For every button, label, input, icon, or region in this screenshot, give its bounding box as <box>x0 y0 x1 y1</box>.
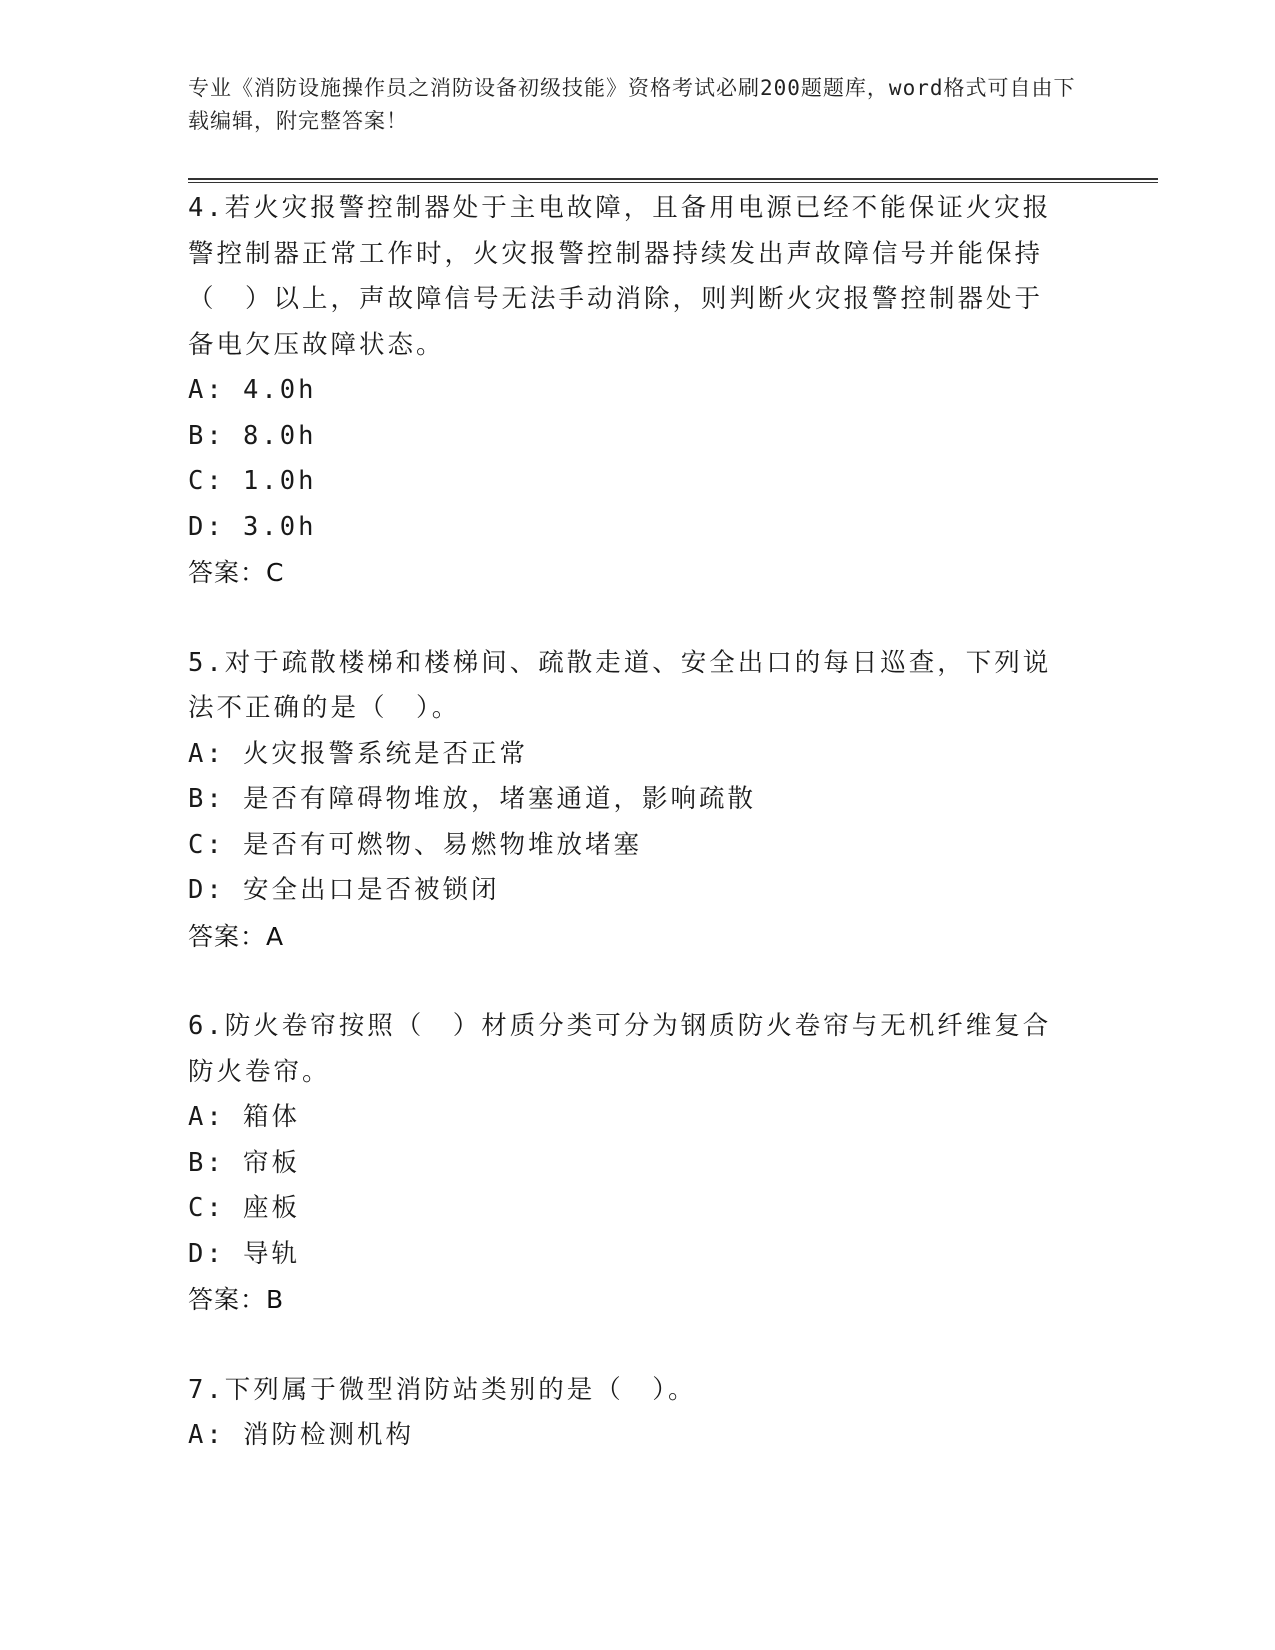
option-d: D: 导轨 <box>188 1238 301 1269</box>
option-b: B: 8.0h <box>188 420 317 451</box>
question-list <box>188 186 1068 1459</box>
option-d: D: 安全出口是否被锁闭 <box>188 875 500 905</box>
question-5 <box>188 641 1068 960</box>
answer-text: 答案：C <box>188 558 285 587</box>
document-title: 专业《消防设施操作员之消防设备初级技能》资格考试必刷200题题库，word格式可自由下载编辑，附完整答案！ <box>188 76 1076 133</box>
question-7 <box>188 1368 1068 1459</box>
option-a: A: 消防检测机构 <box>188 1420 415 1450</box>
page-header <box>188 72 1078 138</box>
option-d: D: 3.0h <box>188 511 317 542</box>
option-a: A: 火灾报警系统是否正常 <box>188 738 529 769</box>
question-4 <box>188 186 1068 596</box>
question-text: 4.若火灾报警控制器处于主电故障，且备用电源已经不能保证火灾报警控制器正常工作时，火灾报警控制器持续发出声故障信号并能保持（ ）以上，声故障信号无法手动消除，则判断火灾报警控制器处于备电欠压故障状态。 <box>188 193 1052 360</box>
option-c: C: 座板 <box>188 1193 301 1223</box>
question-spacer <box>188 596 1068 641</box>
question-spacer <box>188 959 1068 1004</box>
header-divider <box>188 178 1158 183</box>
answer-text: 答案：A <box>188 921 285 951</box>
option-c: C: 1.0h <box>188 466 317 496</box>
option-b: B: 是否有障碍物堆放，堵塞通道，影响疏散 <box>188 784 757 814</box>
question-6 <box>188 1004 1068 1323</box>
option-a: A: 4.0h <box>188 375 317 405</box>
question-text: 6.防火卷帘按照（ ）材质分类可分为钢质防火卷帘与无机纤维复合防火卷帘。 <box>188 1011 1052 1087</box>
answer-text: 答案：B <box>188 1285 285 1314</box>
option-c: C: 是否有可燃物、易燃物堆放堵塞 <box>188 829 643 860</box>
question-spacer <box>188 1323 1068 1368</box>
option-b: B: 帘板 <box>188 1147 301 1178</box>
question-text: 5.对于疏散楼梯和楼梯间、疏散走道、安全出口的每日巡查，下列说法不正确的是（ ）。 <box>188 647 1052 723</box>
option-a: A: 箱体 <box>188 1102 301 1132</box>
question-text: 7.下列属于微型消防站类别的是（ ）。 <box>188 1374 697 1405</box>
